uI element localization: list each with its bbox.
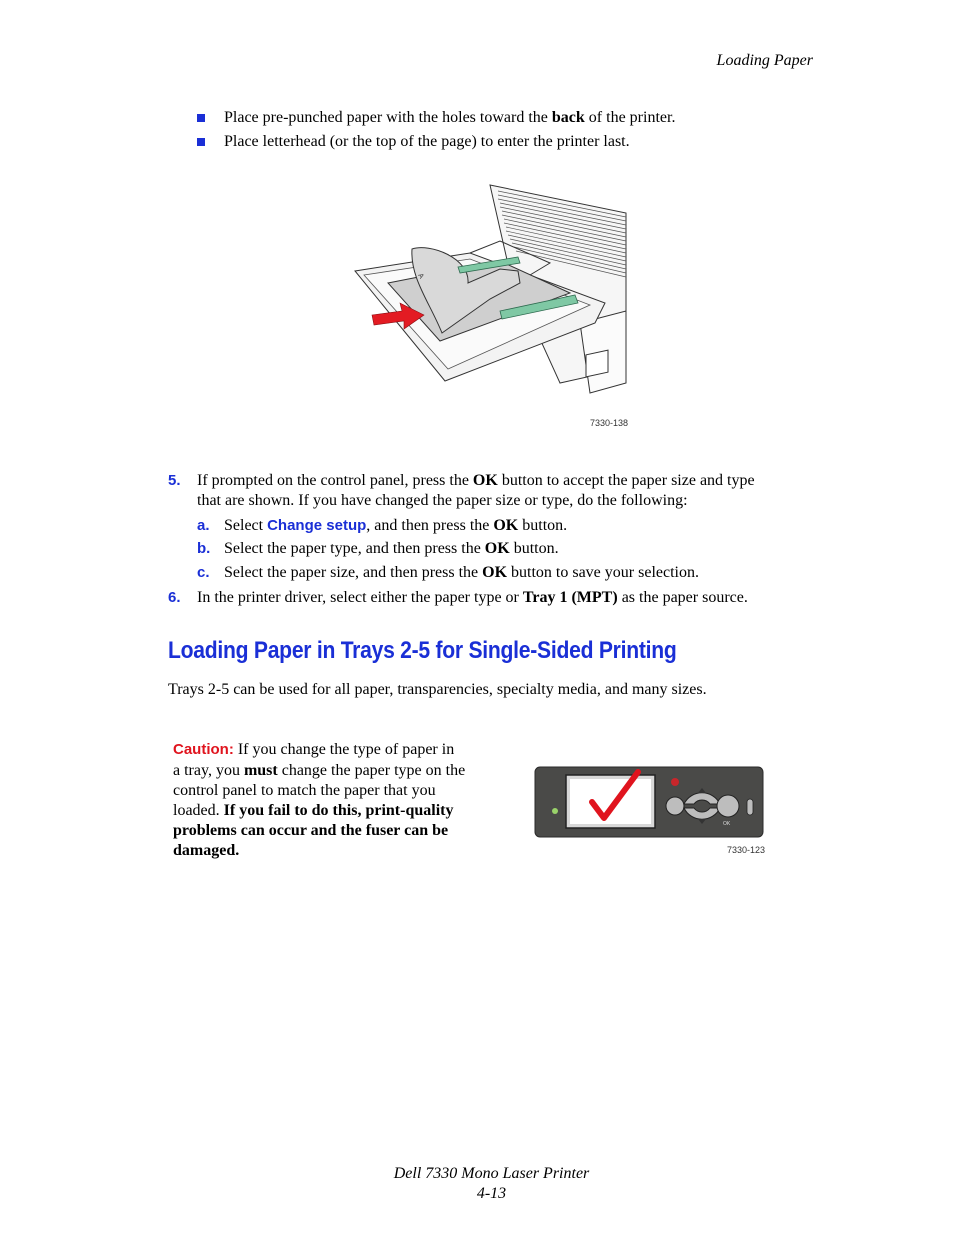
- step-5-line-1: [197, 471, 755, 491]
- caution-text: If you change the type of paper in: [233, 741, 455, 758]
- caution-text: change the paper type on the: [277, 762, 466, 779]
- step-text: In the printer driver, select either the paper type or: [197, 589, 523, 606]
- square-bullet-icon: [197, 114, 205, 122]
- running-header: Loading Paper: [716, 52, 813, 69]
- svg-text:A: A: [416, 272, 425, 281]
- substep-b: [224, 539, 559, 559]
- printer-tray-illustration: [350, 183, 640, 413]
- bullet-item-letterhead: [197, 132, 630, 152]
- step-number: 5.: [168, 472, 181, 489]
- section-intro: Trays 2-5 can be used for all paper, transparencies, specialty media, and many sizes.: [168, 681, 707, 698]
- caution-bold-text: If you fail to do this, print-quality: [223, 802, 454, 819]
- figure-caption: 7330-138: [590, 418, 629, 428]
- bullet-text: Place letterhead (or the top of the page) to enter the printer last.: [224, 133, 630, 150]
- caution-bold-text: problems can occur and the fuser can be: [173, 822, 449, 839]
- step-text: Select the paper size, and then press the: [224, 564, 483, 581]
- error-light-icon: [671, 778, 679, 786]
- ready-light-icon: [552, 808, 558, 814]
- figure-caption: 7330-123: [727, 845, 766, 855]
- step-text: button.: [509, 540, 559, 557]
- substep-letter: b.: [197, 540, 211, 557]
- caution-text: a tray, you: [173, 762, 244, 779]
- bullet-item-prepunched: [197, 108, 675, 128]
- change-setup-menu-text: Change setup: [267, 517, 367, 534]
- substep-c: [224, 563, 699, 583]
- caution-bold-text: must: [243, 762, 278, 779]
- substep-letter: a.: [197, 517, 210, 534]
- ok-button-icon: [717, 795, 739, 817]
- bullet-bold-text: back: [551, 109, 585, 126]
- ok-text: OK: [482, 564, 508, 581]
- tray-1-mpt-text: Tray 1 (MPT): [522, 589, 618, 606]
- step-text: , and then press the: [366, 517, 494, 534]
- caution-text: loaded.: [173, 802, 224, 819]
- step-text: button.: [518, 517, 568, 534]
- step-text: as the paper source.: [617, 589, 748, 606]
- svg-text:OK: OK: [723, 821, 731, 827]
- back-button-icon: [666, 797, 684, 815]
- step-5-line-2: that are shown. If you have changed the paper size or type, do the following:: [197, 492, 688, 509]
- square-bullet-icon: [197, 138, 205, 146]
- substep-a: [224, 516, 567, 536]
- bullet-text: of the printer.: [584, 109, 676, 126]
- step-number: 6.: [168, 589, 181, 606]
- control-panel-illustration: [534, 766, 764, 838]
- ok-text: OK: [493, 517, 519, 534]
- step-text: button to save your selection.: [507, 564, 699, 581]
- step-text: button to accept the paper size and type: [497, 472, 755, 489]
- step-text: Select: [224, 517, 268, 534]
- footer-product: Dell 7330 Mono Laser Printer: [393, 1165, 590, 1182]
- section-heading: Loading Paper in Trays 2-5 for Single-Sided Printing: [168, 637, 677, 664]
- caution-label: Caution:: [173, 741, 234, 758]
- ok-text: OK: [484, 540, 510, 557]
- caution-bold-text: damaged.: [173, 842, 240, 859]
- help-button-icon: [747, 799, 753, 815]
- step-text: If prompted on the control panel, press the: [197, 472, 473, 489]
- bullet-text: Place pre-punched paper with the holes toward the: [224, 109, 552, 126]
- caution-text: control panel to match the paper that you: [173, 782, 436, 799]
- step-6-text: [197, 588, 748, 608]
- footer-page-number: 4-13: [476, 1185, 507, 1202]
- substep-letter: c.: [197, 564, 210, 581]
- step-text: Select the paper type, and then press the: [224, 540, 485, 557]
- ok-text: OK: [472, 472, 498, 489]
- caution-note: [173, 740, 493, 861]
